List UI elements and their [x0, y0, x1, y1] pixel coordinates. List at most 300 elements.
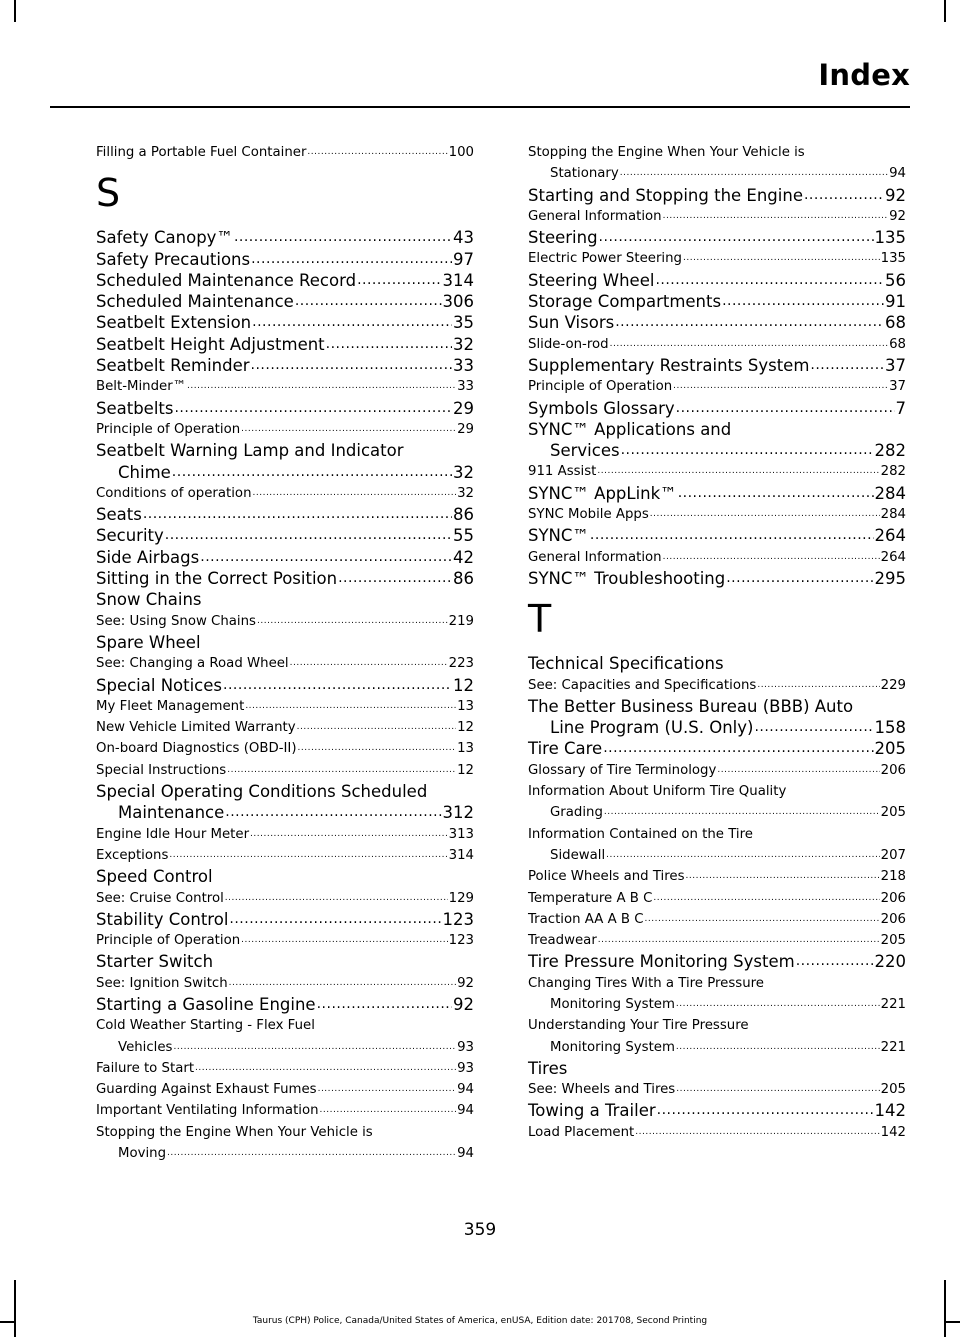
dot-leader	[657, 1100, 874, 1121]
dot-leader	[187, 376, 456, 397]
dot-leader	[251, 249, 452, 270]
dot-leader	[603, 738, 873, 759]
entry-page-number: 33	[453, 356, 474, 376]
entry-page-number: 35	[453, 313, 474, 333]
index-entry[interactable]	[528, 1100, 906, 1121]
index-entry[interactable]	[96, 525, 474, 546]
entry-label: Tire Pressure Monitoring System	[528, 952, 795, 972]
index-heading: Snow Chains	[96, 590, 202, 610]
dot-leader	[663, 206, 888, 227]
entry-page-number: 264	[880, 549, 906, 565]
entry-page-number: 135	[880, 251, 906, 267]
entry-label: Scheduled Maintenance	[96, 292, 294, 312]
entry-label: SYNC™	[528, 526, 589, 546]
dot-leader	[169, 845, 447, 866]
index-entry[interactable]	[528, 717, 906, 738]
entry-label: Safety Canopy™	[96, 228, 233, 248]
entry-page-number: 220	[874, 952, 906, 972]
entry-page-number: 284	[880, 507, 906, 523]
dot-leader	[174, 398, 452, 419]
index-entry[interactable]	[96, 547, 474, 568]
dot-leader	[757, 675, 879, 696]
entry-page-number: 94	[457, 1082, 474, 1098]
dot-leader	[225, 802, 441, 823]
entry-label: Line Program (U.S. Only)	[550, 718, 754, 738]
dot-leader	[307, 142, 447, 163]
dot-leader	[223, 675, 452, 696]
index-entry[interactable]	[528, 270, 906, 291]
entry-page-number: 129	[448, 890, 474, 906]
entry-label: Security	[96, 526, 164, 546]
crop-mark-top-left-vertical	[14, 0, 16, 22]
entry-page-number: 123	[442, 909, 474, 929]
entry-label: Police Wheels and Tires	[528, 869, 685, 885]
dot-leader	[295, 291, 442, 312]
entry-label: Load Placement	[528, 1124, 635, 1140]
entry-label: Glossary of Tire Terminology	[528, 762, 717, 778]
index-entry[interactable]	[528, 227, 906, 248]
entry-label: Sidewall	[550, 847, 606, 863]
entry-page-number: 206	[880, 762, 906, 778]
index-entry[interactable]	[528, 951, 906, 972]
entry-page-number: 93	[457, 1060, 474, 1076]
entry-label: Stability Control	[96, 909, 229, 929]
index-heading: The Better Business Bureau (BBB) Auto	[528, 696, 854, 716]
entry-page-number: 94	[889, 166, 906, 182]
entry-label: Steering Wheel	[528, 270, 655, 290]
index-subentry[interactable]	[528, 206, 906, 227]
entry-label: Seatbelt Reminder	[96, 356, 250, 376]
entry-label: Sun Visors	[528, 313, 615, 333]
dot-leader	[676, 1037, 880, 1058]
dot-leader	[200, 547, 452, 568]
entry-page-number: 94	[457, 1146, 474, 1162]
index-subentry[interactable]	[96, 483, 474, 504]
dot-leader	[726, 568, 873, 589]
entry-label: Treadwear	[528, 933, 597, 949]
entry-label: Special Instructions	[96, 762, 227, 778]
entry-label: See: Changing a Road Wheel	[96, 656, 289, 672]
entry-label: Storage Compartments	[528, 292, 722, 312]
index-subheading: Stopping the Engine When Your Vehicle is	[96, 1124, 373, 1140]
dot-leader	[615, 312, 884, 333]
entry-page-number: 158	[874, 718, 906, 738]
index-subentry[interactable]	[96, 738, 474, 759]
entry-label: See: Wheels and Tires	[528, 1082, 676, 1098]
index-entry[interactable]	[96, 291, 474, 312]
index-subentry[interactable]	[96, 376, 474, 397]
entry-label: Safety Precautions	[96, 249, 251, 269]
index-entry[interactable]	[528, 568, 906, 589]
index-subentry[interactable]	[528, 802, 906, 823]
entry-label: Moving	[118, 1146, 167, 1162]
entry-page-number: 68	[885, 313, 906, 333]
index-heading: SYNC™ Applications and	[528, 419, 732, 439]
dot-leader	[655, 270, 884, 291]
index-subentry[interactable]	[528, 930, 906, 951]
dot-leader	[297, 717, 456, 738]
entry-page-number: 205	[880, 805, 906, 821]
entry-label: SYNC™ Troubleshooting	[528, 568, 726, 588]
index-subheading: Cold Weather Starting - Flex Fuel	[96, 1018, 315, 1034]
dot-leader	[318, 1079, 457, 1100]
entry-label: Failure to Start	[96, 1060, 195, 1076]
dot-leader	[241, 930, 447, 951]
index-subentry[interactable]	[96, 1037, 474, 1058]
entry-page-number: 207	[880, 847, 906, 863]
index-entry[interactable]	[96, 249, 474, 270]
index-entry[interactable]	[528, 440, 906, 461]
index-entry[interactable]	[96, 355, 474, 376]
index-entry[interactable]	[528, 312, 906, 333]
index-entry[interactable]	[96, 568, 474, 589]
index-section-letter: S	[96, 171, 121, 216]
entry-label: Conditions of operation	[96, 485, 252, 501]
footer-text: Taurus (CPH) Police, Canada/United States of America, enUSA, Edition date: 201708, Second Printing	[252, 1316, 708, 1326]
index-subentry[interactable]	[96, 973, 474, 994]
dot-leader	[195, 1058, 456, 1079]
entry-page-number: 295	[874, 568, 906, 588]
index-entry[interactable]	[96, 675, 474, 696]
dot-leader	[173, 1037, 456, 1058]
index-entry[interactable]	[96, 802, 474, 823]
dot-leader	[597, 461, 879, 482]
index-subentry[interactable]	[528, 461, 906, 482]
entry-label: New Vehicle Limited Warranty	[96, 720, 296, 736]
entry-label: Traction AA A B C	[528, 911, 644, 927]
index-subentry[interactable]	[96, 1143, 474, 1164]
index-subentry[interactable]	[96, 1058, 474, 1079]
index-entry[interactable]	[528, 398, 906, 419]
dot-leader	[338, 568, 452, 589]
index-subentry[interactable]	[96, 653, 474, 674]
index-subentry[interactable]	[528, 376, 906, 397]
dot-leader	[599, 227, 874, 248]
entry-label: Seats	[96, 505, 142, 525]
entry-page-number: 43	[453, 228, 474, 248]
entry-page-number: 264	[874, 526, 906, 546]
dot-leader	[621, 440, 874, 461]
index-subentry[interactable]	[96, 930, 474, 951]
dot-leader	[722, 291, 884, 312]
entry-label: Monitoring System	[550, 996, 675, 1012]
index-subentry[interactable]	[96, 696, 474, 717]
entry-label: Slide-on-rod	[528, 336, 609, 352]
entry-page-number: 42	[453, 547, 474, 567]
dot-leader	[229, 973, 456, 994]
entry-page-number: 282	[880, 464, 906, 480]
index-entry[interactable]	[96, 994, 474, 1015]
entry-page-number: 221	[880, 1039, 906, 1055]
index-subentry[interactable]	[96, 419, 474, 440]
index-entry[interactable]	[96, 909, 474, 930]
entry-page-number: 37	[885, 355, 906, 375]
dot-leader	[320, 1100, 457, 1121]
entry-page-number: 92	[885, 185, 906, 205]
index-heading: Speed Control	[96, 867, 213, 887]
dot-leader	[227, 760, 456, 781]
entry-label: Belt-Minder™	[96, 379, 186, 395]
index-entry[interactable]	[528, 525, 906, 546]
dot-leader	[620, 163, 888, 184]
entry-page-number: 206	[880, 890, 906, 906]
entry-page-number: 92	[457, 975, 474, 991]
entry-label: Principle of Operation	[96, 421, 241, 437]
entry-label: Scheduled Maintenance Record	[96, 270, 357, 290]
index-heading: Seatbelt Warning Lamp and Indicator	[96, 441, 404, 461]
entry-label: See: Cruise Control	[96, 890, 224, 906]
dot-leader	[810, 355, 884, 376]
entry-label: Temperature A B C	[528, 890, 653, 906]
index-column-left	[96, 142, 474, 1164]
index-subentry[interactable]	[528, 866, 906, 887]
entry-page-number: 282	[874, 441, 906, 461]
index-subentry[interactable]	[96, 717, 474, 738]
dot-leader	[676, 1079, 879, 1100]
entry-page-number: 86	[453, 505, 474, 525]
entry-page-number: 223	[448, 656, 474, 672]
index-entry[interactable]	[96, 334, 474, 355]
dot-leader	[673, 376, 888, 397]
entry-page-number: 92	[889, 208, 906, 224]
dot-leader	[245, 696, 456, 717]
entry-label: Maintenance	[118, 803, 225, 823]
dot-leader	[663, 547, 880, 568]
entry-label: Chime	[118, 462, 171, 482]
index-entry[interactable]	[96, 312, 474, 333]
entry-label: Monitoring System	[550, 1039, 675, 1055]
entry-label: SYNC™ AppLink™	[528, 483, 677, 503]
index-subheading: Information Contained on the Tire	[528, 826, 753, 842]
entry-label: See: Using Snow Chains	[96, 613, 256, 629]
entry-page-number: 218	[880, 869, 906, 885]
index-entry[interactable]	[528, 291, 906, 312]
dot-leader	[165, 525, 452, 546]
entry-page-number: 229	[880, 677, 906, 693]
entry-label: Towing a Trailer	[528, 1101, 656, 1121]
index-entry[interactable]	[528, 738, 906, 759]
page-number: 359	[463, 1220, 497, 1240]
page-title: Index	[818, 58, 910, 92]
dot-leader	[172, 462, 452, 483]
index-entry[interactable]	[96, 398, 474, 419]
dot-leader	[317, 994, 452, 1015]
entry-page-number: 13	[457, 741, 474, 757]
index-entry[interactable]	[528, 185, 906, 206]
entry-label: Services	[550, 441, 620, 461]
dot-leader	[653, 888, 879, 909]
entry-page-number: 135	[874, 228, 906, 248]
entry-page-number: 205	[880, 933, 906, 949]
index-subentry[interactable]	[96, 845, 474, 866]
index-subentry[interactable]	[96, 1079, 474, 1100]
index-subentry[interactable]	[528, 1037, 906, 1058]
entry-label: See: Capacities and Specifications	[528, 677, 757, 693]
entry-page-number: 93	[457, 1039, 474, 1055]
dot-leader	[676, 398, 895, 419]
entry-page-number: 12	[453, 675, 474, 695]
index-subheading: Information About Uniform Tire Quality	[528, 784, 787, 800]
entry-page-number: 142	[874, 1101, 906, 1121]
entry-label: General Information	[528, 208, 662, 224]
entry-page-number: 219	[448, 613, 474, 629]
header-divider	[50, 106, 910, 108]
dot-leader	[606, 845, 879, 866]
entry-label: See: Ignition Switch	[96, 975, 228, 991]
entry-page-number: 32	[457, 485, 474, 501]
crop-mark-bottom-right-vertical	[944, 1280, 946, 1337]
index-subentry[interactable]	[96, 1100, 474, 1121]
index-subentry[interactable]	[528, 163, 906, 184]
entry-page-number: 221	[880, 996, 906, 1012]
entry-label: Principle of Operation	[96, 933, 241, 949]
index-entry[interactable]	[528, 483, 906, 504]
entry-page-number: 94	[457, 1103, 474, 1119]
entry-page-number: 123	[448, 933, 474, 949]
dot-leader	[250, 824, 448, 845]
index-subentry[interactable]	[528, 334, 906, 355]
entry-page-number: 314	[448, 847, 474, 863]
index-section-letter: T	[528, 597, 552, 642]
entry-page-number: 13	[457, 698, 474, 714]
index-entry[interactable]	[96, 504, 474, 525]
entry-page-number: 284	[874, 483, 906, 503]
index-entry[interactable]	[96, 227, 474, 248]
dot-leader	[645, 909, 880, 930]
crop-mark-bottom-left-vertical	[14, 1280, 16, 1337]
dot-leader	[686, 866, 880, 887]
entry-label: On-board Diagnostics (OBD-II)	[96, 741, 297, 757]
index-heading: Technical Specifications	[528, 654, 724, 674]
entry-page-number: 29	[453, 398, 474, 418]
index-subheading: Changing Tires With a Tire Pressure	[528, 975, 764, 991]
entry-label: Supplementary Restraints System	[528, 355, 810, 375]
index-subheading: Stopping the Engine When Your Vehicle is	[528, 145, 805, 160]
entry-label: My Fleet Management	[96, 698, 245, 714]
entry-label: Vehicles	[118, 1039, 173, 1055]
index-subentry[interactable]	[96, 888, 474, 909]
index-heading: Tires	[528, 1058, 568, 1078]
dot-leader	[167, 1143, 456, 1164]
index-subentry[interactable]	[528, 1079, 906, 1100]
dot-leader	[650, 504, 880, 525]
entry-page-number: 142	[880, 1124, 906, 1140]
index-subentry[interactable]	[96, 824, 474, 845]
entry-label: Starting and Stopping the Engine	[528, 185, 803, 205]
dot-leader	[598, 930, 880, 951]
entry-label: Guarding Against Exhaust Fumes	[96, 1082, 317, 1098]
entry-page-number: 32	[453, 334, 474, 354]
index-heading: Special Operating Conditions Scheduled	[96, 782, 428, 802]
dot-leader	[604, 802, 880, 823]
entry-label: Electric Power Steering	[528, 251, 682, 267]
index-subentry[interactable]	[96, 760, 474, 781]
dot-leader	[357, 270, 441, 291]
entry-label: Filling a Portable Fuel Container	[96, 145, 307, 160]
index-subentry[interactable]	[528, 675, 906, 696]
entry-page-number: 205	[874, 739, 906, 759]
entry-page-number: 56	[885, 270, 906, 290]
entry-label: Seatbelt Extension	[96, 313, 252, 333]
index-subentry[interactable]	[528, 760, 906, 781]
dot-leader	[796, 951, 874, 972]
entry-page-number: 97	[453, 249, 474, 269]
index-subentry[interactable]	[528, 994, 906, 1015]
dot-leader	[290, 653, 448, 674]
index-column-right	[528, 142, 906, 1143]
index-heading: Starter Switch	[96, 952, 214, 972]
entry-page-number: 306	[442, 292, 474, 312]
index-subentry[interactable]	[528, 547, 906, 568]
index-subentry[interactable]	[528, 845, 906, 866]
dot-leader	[234, 227, 452, 248]
dot-leader	[610, 334, 888, 355]
dot-leader	[253, 483, 457, 504]
entry-page-number: 7	[895, 398, 906, 418]
index-entry[interactable]	[96, 270, 474, 291]
index-heading: Spare Wheel	[96, 632, 201, 652]
index-subentry[interactable]	[528, 909, 906, 930]
index-subentry[interactable]	[528, 1122, 906, 1143]
entry-page-number: 12	[457, 720, 474, 736]
dot-leader	[676, 994, 880, 1015]
entry-label: General Information	[528, 549, 662, 565]
entry-page-number: 205	[880, 1082, 906, 1098]
entry-label: Symbols Glossary	[528, 398, 675, 418]
dot-leader	[241, 419, 456, 440]
dot-leader	[298, 738, 457, 759]
dot-leader	[590, 525, 874, 546]
index-subheading: Understanding Your Tire Pressure	[528, 1018, 749, 1034]
index-subentry[interactable]	[96, 611, 474, 632]
entry-page-number: 37	[889, 379, 906, 395]
dot-leader	[252, 312, 452, 333]
entry-label: Sitting in the Correct Position	[96, 569, 338, 589]
dot-leader	[683, 248, 880, 269]
entry-page-number: 33	[457, 379, 474, 395]
dot-leader	[754, 717, 873, 738]
dot-leader	[678, 483, 874, 504]
entry-page-number: 314	[442, 270, 474, 290]
entry-label: Steering	[528, 228, 598, 248]
entry-page-number: 91	[885, 292, 906, 312]
entry-page-number: 100	[448, 145, 474, 160]
entry-label: SYNC Mobile Apps	[528, 507, 649, 523]
index-subentry[interactable]	[96, 142, 474, 163]
entry-label: Seatbelt Height Adjustment	[96, 334, 325, 354]
dot-leader	[225, 888, 448, 909]
index-entry[interactable]	[528, 355, 906, 376]
index-subentry[interactable]	[528, 888, 906, 909]
entry-page-number: 29	[457, 421, 474, 437]
index-subentry[interactable]	[528, 248, 906, 269]
entry-label: Special Notices	[96, 675, 223, 695]
index-entry[interactable]	[96, 462, 474, 483]
crop-mark-top-right-vertical	[944, 0, 946, 22]
entry-label: Grading	[550, 805, 603, 821]
entry-page-number: 312	[442, 803, 474, 823]
dot-leader	[717, 760, 879, 781]
dot-leader	[326, 334, 452, 355]
entry-label: Principle of Operation	[528, 379, 673, 395]
dot-leader	[635, 1122, 879, 1143]
entry-page-number: 92	[453, 994, 474, 1014]
dot-leader	[251, 355, 452, 376]
index-subentry[interactable]	[528, 504, 906, 525]
entry-label: 911 Assist	[528, 464, 597, 480]
entry-label: Important Ventilating Information	[96, 1103, 319, 1119]
dot-leader	[257, 611, 448, 632]
